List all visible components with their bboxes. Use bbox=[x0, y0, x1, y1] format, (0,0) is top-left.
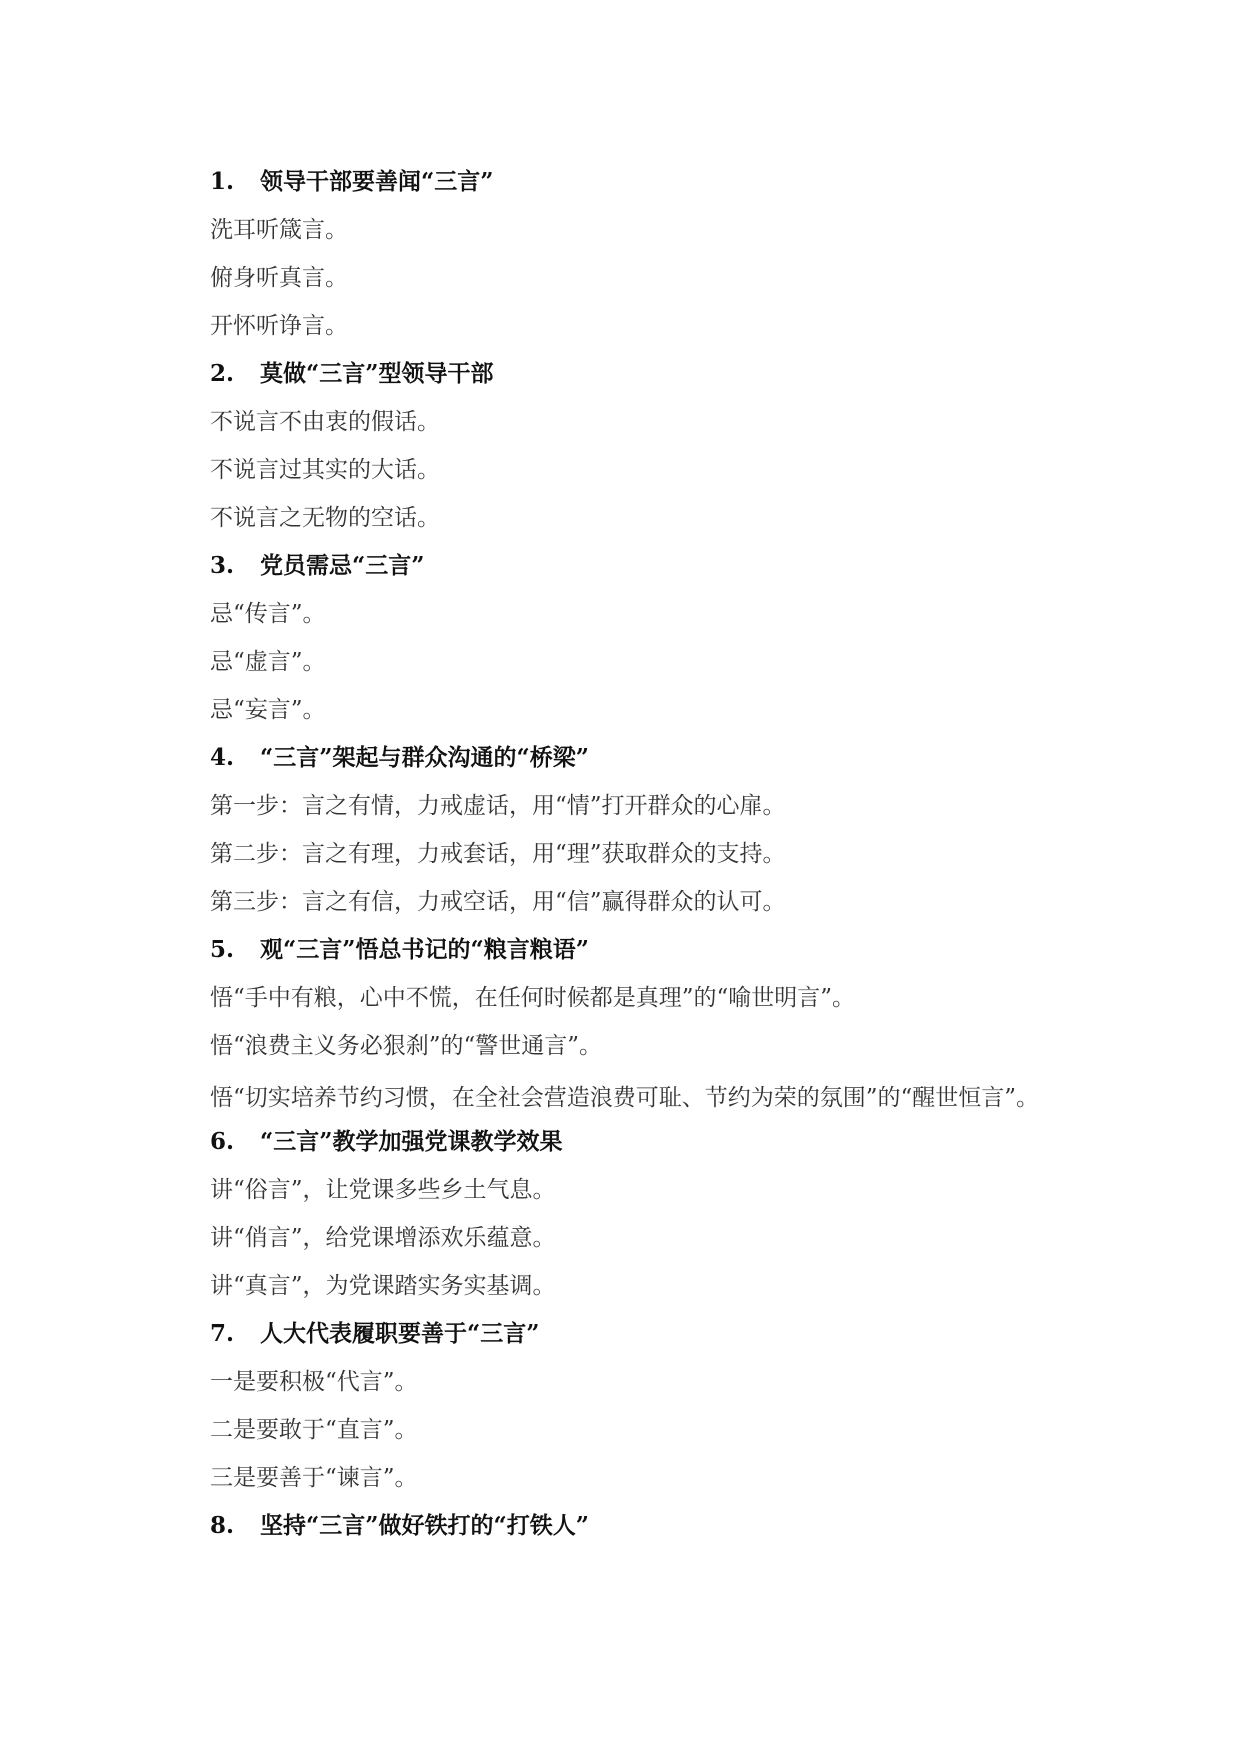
section-title: 人大代表履职要善于“三言” bbox=[260, 1320, 540, 1347]
section-heading bbox=[160, 542, 1090, 590]
wrapped-paragraph: 悟“切实培养节约习惯，在全社会营造浪费可耻、节约为荣的氛围”的“醒世恒言”。 bbox=[210, 1085, 1040, 1111]
section-heading bbox=[160, 158, 1090, 206]
list-item: 不说言之无物的空话。 bbox=[210, 505, 440, 531]
list-item: 悟“浪费主义务必狠刹”的“警世通言”。 bbox=[210, 1033, 603, 1059]
section-heading bbox=[160, 1502, 1090, 1550]
section-title: “三言”架起与群众沟通的“桥梁” bbox=[260, 744, 589, 771]
section-title: 莫做“三言”型领导干部 bbox=[260, 360, 494, 387]
list-item: 第三步：言之有信，力戒空话，用“信”赢得群众的认可。 bbox=[210, 889, 786, 915]
list-item: 开怀听诤言。 bbox=[210, 313, 348, 339]
list-item: 二是要敢于“直言”。 bbox=[210, 1417, 418, 1443]
list-item: 洗耳听箴言。 bbox=[210, 217, 348, 243]
section-title: 领导干部要善闻“三言” bbox=[260, 168, 494, 195]
section-number: 2. bbox=[210, 360, 235, 387]
section-heading bbox=[160, 734, 1090, 782]
section-number: 7. bbox=[210, 1320, 235, 1347]
section-heading bbox=[160, 926, 1090, 974]
section-number: 4. bbox=[210, 744, 235, 771]
list-item: 讲“俗言”，让党课多些乡土气息。 bbox=[210, 1177, 556, 1203]
list-item: 不说言不由衷的假话。 bbox=[210, 409, 440, 435]
list-item: 第一步：言之有情，力戒虚话，用“情”打开群众的心扉。 bbox=[210, 793, 786, 819]
list-item: 一是要积极“代言”。 bbox=[210, 1369, 418, 1395]
section-heading bbox=[160, 350, 1090, 398]
list-item: 悟“手中有粮，心中不慌，在任何时候都是真理”的“喻世明言”。 bbox=[210, 985, 856, 1011]
list-item: 忌“妄言”。 bbox=[210, 697, 326, 723]
section-heading bbox=[160, 1118, 1090, 1166]
list-item: 忌“虚言”。 bbox=[210, 649, 326, 675]
section-title: 观“三言”悟总书记的“粮言粮语” bbox=[260, 936, 589, 963]
section-number: 1. bbox=[210, 168, 235, 195]
list-item: 忌“传言”。 bbox=[210, 601, 326, 627]
section-number: 3. bbox=[210, 552, 235, 579]
list-item: 三是要善于“谏言”。 bbox=[210, 1465, 418, 1491]
list-item: 不说言过其实的大话。 bbox=[210, 457, 440, 483]
section-title: 党员需忌“三言” bbox=[260, 552, 425, 579]
section-title: 坚持“三言”做好铁打的“打铁人” bbox=[260, 1512, 589, 1539]
list-item: 讲“真言”，为党课踏实务实基调。 bbox=[210, 1273, 556, 1299]
list-item: 俯身听真言。 bbox=[210, 265, 348, 291]
document-content bbox=[160, 158, 1090, 1550]
section-title: “三言”教学加强党课教学效果 bbox=[260, 1128, 563, 1155]
section-number: 6. bbox=[210, 1128, 235, 1155]
section-number: 8. bbox=[210, 1512, 235, 1539]
list-item: 讲“俏言”，给党课增添欢乐蕴意。 bbox=[210, 1225, 556, 1251]
section-heading bbox=[160, 1310, 1090, 1358]
list-item: 第二步：言之有理，力戒套话，用“理”获取群众的支持。 bbox=[210, 841, 786, 867]
section-number: 5. bbox=[210, 936, 235, 963]
